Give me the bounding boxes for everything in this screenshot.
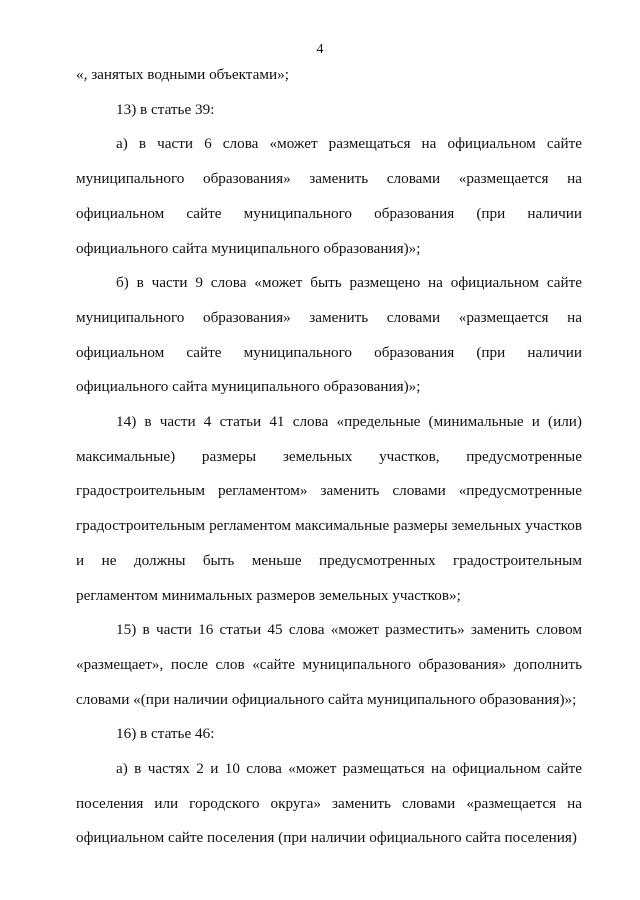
- paragraph: 13) в статье 39:: [116, 100, 215, 118]
- paragraph: «, занятых водными объектами»;: [76, 66, 289, 83]
- paragraph: 16) в статье 46:: [116, 725, 215, 743]
- paragraph: а) в части 6 слова «может размещаться на официальном сайте муниципального образования» заменить словами «размещается на официальном сайте муниципального образования (при наличии официального сайта муниципального образования)»;: [76, 135, 582, 257]
- paragraph: 14) в части 4 статьи 41 слова «предельные (минимальные и (или) максимальные) размеры земельных участков, предусмотренные градостроительным регламентом» заменить словами «предусмотренные градостроительным регламентом максимальные размеры земельных участков и не должны быть меньше предусмотренных градостроительным регламентом минимальных размеров земельных участков»;: [76, 413, 582, 604]
- paragraph: 15) в части 16 статьи 45 слова «может разместить» заменить словом «размещает», после слов «сайте муниципального образования» дополнить словами «(при наличии официального сайта муниципального образования)»;: [76, 621, 582, 708]
- body-text: [76, 58, 582, 856]
- paragraph: а) в частях 2 и 10 слова «может размещаться на официальном сайте поселения или городского округа» заменить словами «размещается на официальном сайте поселения (при наличии официального сайта поселения): [76, 760, 582, 847]
- page-number: 4: [316, 42, 324, 57]
- paragraph: б) в части 9 слова «может быть размещено на официальном сайте муниципального образования» заменить словами «размещается на официальном сайте муниципального образования (при наличии официального сайта муниципального образования)»;: [76, 274, 582, 396]
